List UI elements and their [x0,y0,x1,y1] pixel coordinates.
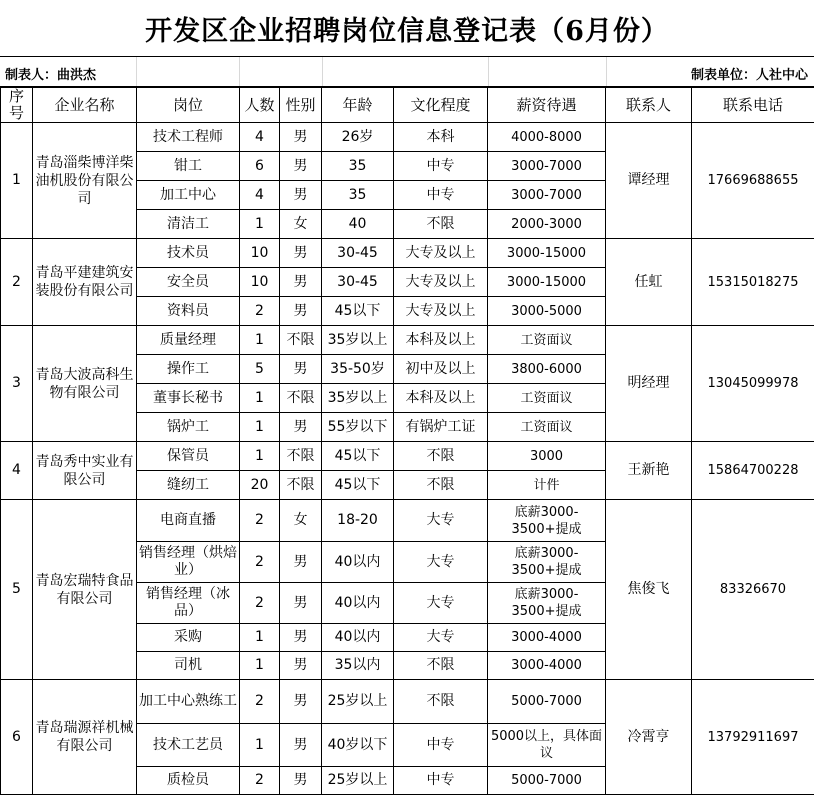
job-count: 2 [240,297,280,326]
recruitment-table [0,87,814,795]
job-education: 大专 [394,500,488,542]
job-gender: 男 [280,624,322,652]
job-count: 1 [240,210,280,239]
contact-phone: 15315018275 [692,239,814,326]
job-count: 1 [240,384,280,413]
job-count: 1 [240,724,280,767]
job-gender: 男 [280,413,322,442]
job-education: 中专 [394,724,488,767]
header-education: 文化程度 [394,88,488,123]
job-age: 40以内 [322,583,394,624]
job-gender: 不限 [280,471,322,500]
job-count: 2 [240,500,280,542]
header-phone: 联系电话 [692,88,814,123]
job-position: 质量经理 [137,326,240,355]
contact-phone: 13792911697 [692,680,814,795]
job-age: 25岁以上 [322,767,394,795]
job-count: 2 [240,680,280,724]
grid-line [322,57,323,86]
job-position: 锅炉工 [137,413,240,442]
table-row [1,442,814,471]
job-education: 本科及以上 [394,384,488,413]
job-count: 10 [240,239,280,268]
job-position: 质检员 [137,767,240,795]
job-gender: 男 [280,724,322,767]
job-education: 大专及以上 [394,297,488,326]
job-age: 30-45 [322,268,394,297]
company-no: 1 [1,123,33,239]
job-gender: 男 [280,767,322,795]
job-education: 不限 [394,652,488,680]
job-age: 18-20 [322,500,394,542]
job-age: 40岁以下 [322,724,394,767]
job-count: 20 [240,471,280,500]
job-gender: 男 [280,583,322,624]
company-name: 青岛淄柴博洋柴油机股份有限公司 [33,123,137,239]
company-name: 青岛平建建筑安装股份有限公司 [33,239,137,326]
job-gender: 女 [280,500,322,542]
job-education: 大专及以上 [394,239,488,268]
header-contact: 联系人 [606,88,692,123]
job-education: 中专 [394,767,488,795]
job-count: 6 [240,152,280,181]
job-education: 大专 [394,542,488,583]
job-position: 缝纫工 [137,471,240,500]
job-gender: 男 [280,355,322,384]
job-salary: 工资面议 [488,326,606,355]
job-gender: 男 [280,542,322,583]
job-salary: 3000-7000 [488,152,606,181]
job-position: 清洁工 [137,210,240,239]
job-salary: 底薪3000-3500+提成 [488,542,606,583]
job-age: 40以内 [322,542,394,583]
job-gender: 男 [280,181,322,210]
job-education: 本科 [394,123,488,152]
header-count: 人数 [240,88,280,123]
grid-line [606,57,607,86]
contact-person: 谭经理 [606,123,692,239]
job-age: 55岁以下 [322,413,394,442]
job-gender: 男 [280,297,322,326]
company-no: 4 [1,442,33,500]
company-name: 青岛秀中实业有限公司 [33,442,137,500]
job-count: 2 [240,583,280,624]
job-position: 销售经理（烘焙业） [137,542,240,583]
job-position: 技术工程师 [137,123,240,152]
contact-person: 王新艳 [606,442,692,500]
job-education: 大专 [394,583,488,624]
job-education: 中专 [394,152,488,181]
job-age: 35以内 [322,652,394,680]
job-gender: 男 [280,652,322,680]
job-gender: 男 [280,680,322,724]
job-education: 大专 [394,624,488,652]
table-row [1,500,814,542]
job-age: 40以内 [322,624,394,652]
job-position: 加工中心熟练工 [137,680,240,724]
job-gender: 男 [280,239,322,268]
job-age: 45以下 [322,442,394,471]
contact-person: 明经理 [606,326,692,442]
job-gender: 不限 [280,442,322,471]
job-age: 26岁 [322,123,394,152]
job-education: 有锅炉工证 [394,413,488,442]
company-no: 2 [1,239,33,326]
job-position: 技术工艺员 [137,724,240,767]
job-position: 资料员 [137,297,240,326]
contact-person: 任虹 [606,239,692,326]
job-position: 司机 [137,652,240,680]
job-position: 董事长秘书 [137,384,240,413]
contact-phone: 13045099978 [692,326,814,442]
job-position: 销售经理（冰品） [137,583,240,624]
job-age: 45以下 [322,297,394,326]
header-no: 序号 [1,88,33,123]
job-education: 不限 [394,471,488,500]
job-age: 25岁以上 [322,680,394,724]
table-row [1,680,814,724]
contact-phone: 15864700228 [692,442,814,500]
job-count: 1 [240,624,280,652]
preparer-label: 制表人：曲洪杰 [5,64,96,83]
job-gender: 不限 [280,326,322,355]
job-salary: 工资面议 [488,384,606,413]
job-count: 4 [240,181,280,210]
table-row [1,326,814,355]
job-count: 2 [240,542,280,583]
job-education: 不限 [394,680,488,724]
job-salary: 3000-4000 [488,652,606,680]
job-education: 大专及以上 [394,268,488,297]
job-position: 操作工 [137,355,240,384]
contact-phone: 83326670 [692,500,814,680]
table-row [1,239,814,268]
job-gender: 不限 [280,384,322,413]
header-gender: 性别 [280,88,322,123]
job-count: 4 [240,123,280,152]
job-count: 1 [240,652,280,680]
job-position: 加工中心 [137,181,240,210]
unit-label: 制表单位：人社中心 [691,64,808,83]
job-count: 10 [240,268,280,297]
grid-line [239,57,240,86]
job-count: 1 [240,413,280,442]
table-row [1,123,814,152]
page-title: 开发区企业招聘岗位信息登记表（6月份） [0,0,814,56]
contact-phone: 17669688655 [692,123,814,239]
job-age: 40 [322,210,394,239]
job-salary: 5000-7000 [488,680,606,724]
job-education: 中专 [394,181,488,210]
job-gender: 男 [280,268,322,297]
job-education: 本科及以上 [394,326,488,355]
contact-person: 焦俊飞 [606,500,692,680]
job-salary: 3000 [488,442,606,471]
header-age: 年龄 [322,88,394,123]
company-name: 青岛宏瑞特食品有限公司 [33,500,137,680]
job-age: 35 [322,181,394,210]
grid-line [488,57,489,86]
job-salary: 3800-6000 [488,355,606,384]
job-salary: 4000-8000 [488,123,606,152]
company-name: 青岛大波高科生物有限公司 [33,326,137,442]
job-salary: 3000-4000 [488,624,606,652]
header-salary: 薪资待遇 [488,88,606,123]
job-gender: 男 [280,123,322,152]
job-position: 保管员 [137,442,240,471]
meta-row [0,56,814,87]
job-position: 安全员 [137,268,240,297]
job-age: 35岁以上 [322,326,394,355]
job-gender: 女 [280,210,322,239]
job-count: 5 [240,355,280,384]
job-age: 30-45 [322,239,394,268]
header-company: 企业名称 [33,88,137,123]
job-salary: 底薪3000-3500+提成 [488,500,606,542]
job-age: 35-50岁 [322,355,394,384]
job-position: 电商直播 [137,500,240,542]
header-position: 岗位 [137,88,240,123]
job-age: 35 [322,152,394,181]
job-position: 钳工 [137,152,240,181]
job-salary: 5000以上，具体面议 [488,724,606,767]
job-salary: 5000-7000 [488,767,606,795]
company-no: 3 [1,326,33,442]
job-count: 1 [240,442,280,471]
job-salary: 工资面议 [488,413,606,442]
job-salary: 2000-3000 [488,210,606,239]
job-salary: 3000-5000 [488,297,606,326]
job-gender: 男 [280,152,322,181]
job-position: 技术员 [137,239,240,268]
job-age: 35岁以上 [322,384,394,413]
job-education: 初中及以上 [394,355,488,384]
job-salary: 3000-7000 [488,181,606,210]
job-count: 1 [240,326,280,355]
job-salary: 3000-15000 [488,268,606,297]
company-name: 青岛瑞源祥机械有限公司 [33,680,137,795]
header-row [1,88,814,123]
job-salary: 底薪3000-3500+提成 [488,583,606,624]
job-position: 采购 [137,624,240,652]
contact-person: 冷霄亨 [606,680,692,795]
job-education: 不限 [394,442,488,471]
job-salary: 3000-15000 [488,239,606,268]
job-education: 不限 [394,210,488,239]
company-no: 6 [1,680,33,795]
job-count: 2 [240,767,280,795]
job-salary: 计件 [488,471,606,500]
company-no: 5 [1,500,33,680]
job-age: 45以下 [322,471,394,500]
